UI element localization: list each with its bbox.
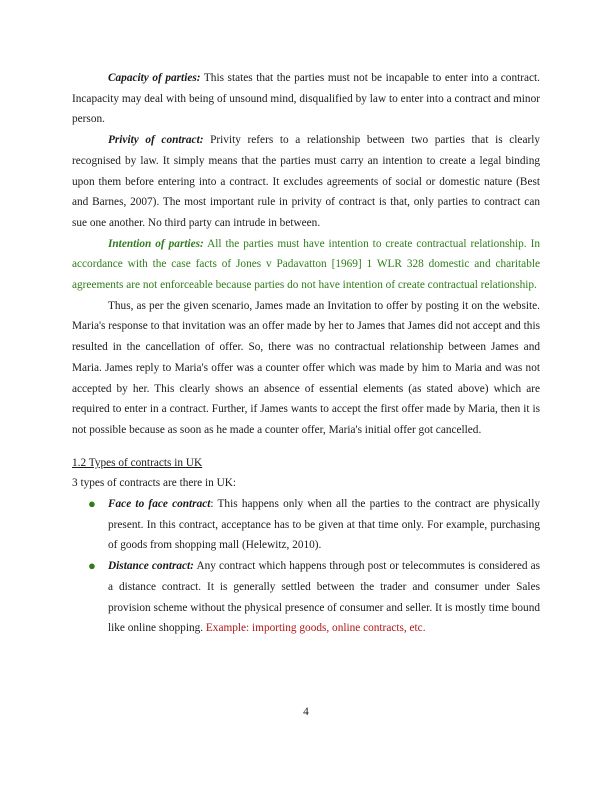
page-number: 4 — [303, 706, 309, 718]
scenario-paragraph: Thus, as per the given scenario, James made an Invitation to offer by posting it on the website. Maria's response to that invitation was an offer made by her to James that James did not accept and this resulted in the cancellation of offer. So, there was no contractual relationship between James and Maria. James reply to Maria's offer was a counter offer which was made by him to Maria and was not accepted by her. This clearly shows an absence of essential elements (as stated above) which are required to enter in a contract. Further, if James wants to accept the first offer made by Maria, then it is not possible because as soon as he made a counter offer, Maria's initial offer got cancelled. — [72, 299, 540, 436]
bullet-text: : This happens only when all the parties to the contract are physically present. In this contract, acceptance has to be given at that time only. For example, purchasing of goods from shopping mall (Helewitz, 2010). — [108, 498, 540, 552]
privity-paragraph — [72, 130, 540, 234]
list-item — [72, 494, 540, 556]
capacity-text: This states that the parties must not be incapable to enter into a contract. Incapacity may deal with being of unsound mind, disqualified by law to enter into a contract and minor person. — [72, 72, 540, 126]
bullet-term: Distance contract: — [108, 560, 194, 573]
bullet-term: Face to face contract — [108, 498, 211, 511]
intention-text: All the parties must have intention to create contractual relationship. In accordance with the case facts of Jones v Padavatton [1969] 1 WLR 328 domestic and charitable agreements are not enforceable because parties do not have intention of create contractual relationship. — [72, 237, 540, 292]
bullet-example: Example: importing goods, online contracts, etc. — [205, 622, 426, 635]
section-heading: 1.2 Types of contracts in UK — [72, 456, 203, 469]
section-intro: 3 types of contracts are there in UK: — [72, 477, 237, 490]
capacity-term: Capacity of parties: — [108, 72, 201, 84]
bullet-icon: ● — [88, 496, 96, 512]
capacity-paragraph — [72, 68, 540, 130]
bullet-icon: ● — [88, 558, 96, 574]
bullet-text: Any contract which happens through post or telecommutes is considered as a distance contract. It is generally settled between the trader and consumer under Sales provision scheme without the physical presence of consumer and seller. It is mostly time bound like online shopping. — [108, 560, 540, 635]
intention-term: Intention of parties: — [108, 237, 204, 250]
document-page — [72, 68, 540, 639]
privity-text: Privity refers to a relationship between two parties that is clearly recognised by law. It simply means that the parties must carry an intention to create a legal binding upon them before entering into a contract. It excludes agreements of social or domestic nature (Best and Barnes, 2007). The most important rule in privity of contract is that, only parties to contract can sue one another. No third party can intrude in between. — [72, 134, 541, 229]
contract-types-list — [72, 494, 540, 639]
intention-paragraph — [72, 234, 540, 296]
list-item — [72, 556, 540, 639]
privity-term: Privity of contract: — [108, 134, 204, 147]
